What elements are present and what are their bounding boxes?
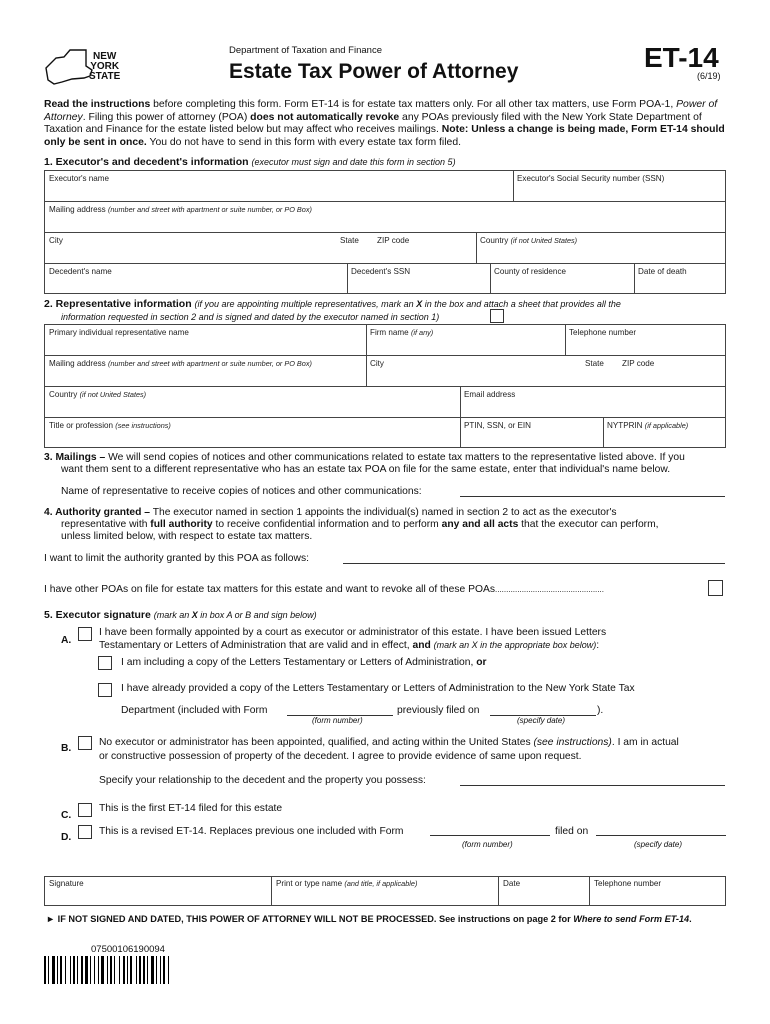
option-a2-text-end: ). xyxy=(597,705,604,716)
a2-form-number-hint: (form number) xyxy=(312,716,363,725)
executor-name-field[interactable]: Executor's name xyxy=(49,174,110,183)
executor-city-field[interactable]: City xyxy=(49,236,63,245)
option-d-filed-on: filed on xyxy=(555,826,589,837)
barcode-bar xyxy=(98,956,99,984)
representative-country-field[interactable]: Country (if not United States) xyxy=(49,390,147,399)
option-d-label: D. xyxy=(61,832,72,843)
option-a-text-line2: Testamentary or Letters of Administration that are valid and in effect, and (mark an X in the appropriate box below): xyxy=(99,640,600,651)
barcode-bar xyxy=(160,956,161,984)
barcode-bar xyxy=(65,956,66,984)
d-form-number-hint: (form number) xyxy=(462,840,513,849)
section2-note-line2: information requested in section 2 and is signed and dated by the executor named in section 1) xyxy=(61,312,440,322)
barcode-bar xyxy=(156,956,157,984)
title-or-profession-field[interactable]: Title or profession (see instructions) xyxy=(49,421,171,430)
barcode-bar xyxy=(101,956,104,984)
section2-note: (if you are appointing multiple representatives, mark an X in the box and attach a sheet that provides all the xyxy=(194,299,621,309)
barcode-bar xyxy=(136,956,137,984)
executor-state-field[interactable]: State xyxy=(340,236,359,245)
representative-state-field[interactable]: State xyxy=(585,359,604,368)
print-name-field[interactable]: Print or type name (and title, if applicable) xyxy=(276,879,418,888)
representative-zip-field[interactable]: ZIP code xyxy=(622,359,655,368)
executor-ssn-field[interactable]: Executor's Social Security number (SSN) xyxy=(517,174,665,183)
relationship-input[interactable] xyxy=(460,785,725,786)
option-b-checkbox[interactable] xyxy=(78,736,92,750)
d-form-number-input[interactable] xyxy=(430,835,550,836)
intro-text: before completing this form. Form ET-14 is for estate tax matters only. For all other tax matters, use Form POA-1, xyxy=(150,99,677,110)
barcode-bar xyxy=(143,956,145,984)
country-note: (if not United States) xyxy=(510,236,578,245)
ptin-ssn-ein-field[interactable]: PTIN, SSN, or EIN xyxy=(464,421,532,430)
representative-city-field[interactable]: City xyxy=(370,359,384,368)
decedent-ssn-field[interactable]: Decedent's SSN xyxy=(351,267,411,276)
intro-text: . Filing this power of attorney (POA) xyxy=(82,111,251,123)
section4-text: 4. Authority granted – The executor named in section 1 appoints the individual(s) named in section 2 to act as the executor's xyxy=(44,507,617,518)
intro-bold: does not automatically revoke xyxy=(250,111,400,123)
barcode-bar xyxy=(127,956,128,984)
option-a2-text: I have already provided a copy of the Letters Testamentary or Letters of Administration to the New York State Tax xyxy=(121,683,635,694)
signature-telephone-field[interactable]: Telephone number xyxy=(594,879,662,888)
representative-mailing-address-field[interactable]: Mailing address (number and street with apartment or suite number, or PO Box) xyxy=(49,359,312,368)
section2-title: 2. Representative information xyxy=(44,298,192,310)
executor-mailing-address-field[interactable] xyxy=(49,205,312,214)
option-d-checkbox[interactable] xyxy=(78,825,92,839)
primary-representative-name-field[interactable]: Primary individual representative name xyxy=(49,328,189,337)
executor-country-field[interactable] xyxy=(480,236,577,245)
signature-date-field[interactable]: Date xyxy=(503,879,521,888)
form-number: ET-14 xyxy=(644,42,719,73)
option-c-text: This is the first ET-14 filed for this estate xyxy=(99,803,283,814)
county-of-residence-field[interactable]: County of residence xyxy=(494,267,566,276)
country-label: Country xyxy=(480,236,509,245)
mail-recipient-input[interactable] xyxy=(460,496,725,497)
section4-title: 4. Authority granted – xyxy=(44,507,151,518)
firm-name-field[interactable]: Firm name (if any) xyxy=(370,328,434,337)
intro-bold: Read the instructions xyxy=(44,99,151,110)
intro-italic: Power of Attorney xyxy=(44,99,718,123)
limit-authority-label: I want to limit the authority granted by this POA as follows: xyxy=(44,553,309,564)
barcode-bar xyxy=(168,956,169,984)
barcode-bar xyxy=(110,956,112,984)
section5-note: (mark an X in box A or B and sign below) xyxy=(153,610,317,620)
option-a2-text-line2b: previously filed on xyxy=(397,705,480,716)
barcode-number: 07500106190094 xyxy=(91,944,165,955)
barcode-bar xyxy=(44,956,46,984)
section1-note: (executor must sign and date this form in section 5) xyxy=(251,157,456,167)
signature-field[interactable]: Signature xyxy=(49,879,84,888)
relationship-label: Specify your relationship to the decedent and the property you possess: xyxy=(99,775,426,786)
form-revision: (6/19) xyxy=(697,71,721,81)
executor-zip-field[interactable]: ZIP code xyxy=(377,236,410,245)
barcode-bar xyxy=(48,956,49,984)
option-a-label: A. xyxy=(61,635,72,646)
barcode-bar xyxy=(57,956,58,984)
option-b-text-line2: or constructive possession of property of the decedent. I agree to provide evidence of same upon request. xyxy=(99,751,582,762)
option-c-checkbox[interactable] xyxy=(78,803,92,817)
unsigned-warning: ► IF NOT SIGNED AND DATED, THIS POWER OF ATTORNEY WILL NOT BE PROCESSED. See instructions on page 2 for Where to send Form ET-14. xyxy=(46,914,692,924)
section3-title: 3. Mailings – xyxy=(44,452,106,463)
barcode-bar xyxy=(163,956,165,984)
option-a2-checkbox[interactable] xyxy=(98,683,112,697)
barcode-bar xyxy=(90,956,91,984)
option-a-checkbox[interactable] xyxy=(78,627,92,641)
d-date-hint: (specify date) xyxy=(634,840,683,849)
representative-email-field[interactable]: Email address xyxy=(464,390,516,399)
section3-text-line2: want them sent to a different representative who has an estate tax POA on file for the same estate, enter that individual's name below. xyxy=(61,464,671,475)
barcode-bar xyxy=(123,956,125,984)
nytprin-field[interactable]: NYTPRIN (if applicable) xyxy=(607,421,689,430)
section4-text-line2: representative with full authority to receive confidential information and to perform any and all acts that the executor can perform, xyxy=(61,519,659,530)
option-a1-text: I am including a copy of the Letters Testamentary or Letters of Administration, or xyxy=(121,657,487,668)
logo-text: NEW YORK STATE xyxy=(89,51,121,82)
option-c-label: C. xyxy=(61,810,72,821)
multiple-representatives-checkbox[interactable] xyxy=(490,309,504,323)
section1-title: 1. Executor's and decedent's information xyxy=(44,156,249,168)
mail-recipient-label: Name of representative to receive copies of notices and other communications: xyxy=(61,486,422,497)
barcode-bar xyxy=(81,956,83,984)
intro-note: Note: Unless a change is being made, Form ET-14 should only be sent in once. xyxy=(44,124,725,148)
department-name: Department of Taxation and Finance xyxy=(229,45,382,56)
intro-text: You do not have to send in this form with every estate tax form filed. xyxy=(146,136,461,148)
barcode-bar xyxy=(139,956,141,984)
section5-title: 5. Executor signature xyxy=(44,609,151,621)
barcode-bar xyxy=(52,956,55,984)
barcode-bar xyxy=(151,956,154,984)
barcode-bar xyxy=(130,956,132,984)
a2-date-hint: (specify date) xyxy=(517,716,566,725)
option-b-label: B. xyxy=(61,743,72,754)
section1-heading xyxy=(44,156,456,168)
option-d-text: This is a revised ET-14. Replaces previous one included with Form xyxy=(99,826,404,837)
limit-authority-input[interactable] xyxy=(343,563,725,564)
barcode-bar xyxy=(85,956,88,984)
option-a2-text-line2: Department (included with Form xyxy=(121,705,268,716)
barcode-bar xyxy=(73,956,75,984)
representative-telephone-field[interactable]: Telephone number xyxy=(569,328,637,337)
section4-text-line3: unless limited below, with respect to estate tax matters. xyxy=(61,531,313,542)
section5-heading xyxy=(44,609,317,621)
option-a1-checkbox[interactable] xyxy=(98,656,112,670)
intro-paragraph xyxy=(44,99,734,149)
intro-text: any POAs previously filed with the New York State Department of Taxation and Finance for the estate listed below but may affect who receives mailings. xyxy=(44,111,702,135)
d-date-input[interactable] xyxy=(596,835,726,836)
date-of-death-field[interactable]: Date of death xyxy=(638,267,687,276)
revoke-poas-checkbox[interactable] xyxy=(708,580,723,596)
barcode-bar xyxy=(60,956,62,984)
mailing-label: Mailing address xyxy=(49,205,106,214)
revoke-poas-label: I have other POAs on file for estate tax matters for this estate and want to revoke all of these POAs................................................. xyxy=(44,584,604,595)
barcode-bar xyxy=(107,956,108,984)
decedent-name-field[interactable]: Decedent's name xyxy=(49,267,112,276)
mailing-note: (number and street with apartment or suite number, or PO Box) xyxy=(107,205,312,214)
barcode-bar xyxy=(77,956,78,984)
section2-heading xyxy=(44,298,621,310)
section3-text: 3. Mailings – We will send copies of notices and other communications related to estate tax matters to the representative listed above. If you xyxy=(44,452,685,463)
barcode-bar xyxy=(94,956,95,984)
barcode-bar xyxy=(70,956,71,984)
barcode xyxy=(44,956,218,984)
barcode-bar xyxy=(114,956,115,984)
option-b-text: No executor or administrator has been appointed, qualified, and acting within the United States (see instructions). I am in actual xyxy=(99,737,679,748)
barcode-bar xyxy=(147,956,148,984)
option-a-text: I have been formally appointed by a court as executor or administrator of this estate. I have been issued Letters xyxy=(99,627,607,638)
form-title: Estate Tax Power of Attorney xyxy=(229,60,519,83)
barcode-bar xyxy=(119,956,120,984)
